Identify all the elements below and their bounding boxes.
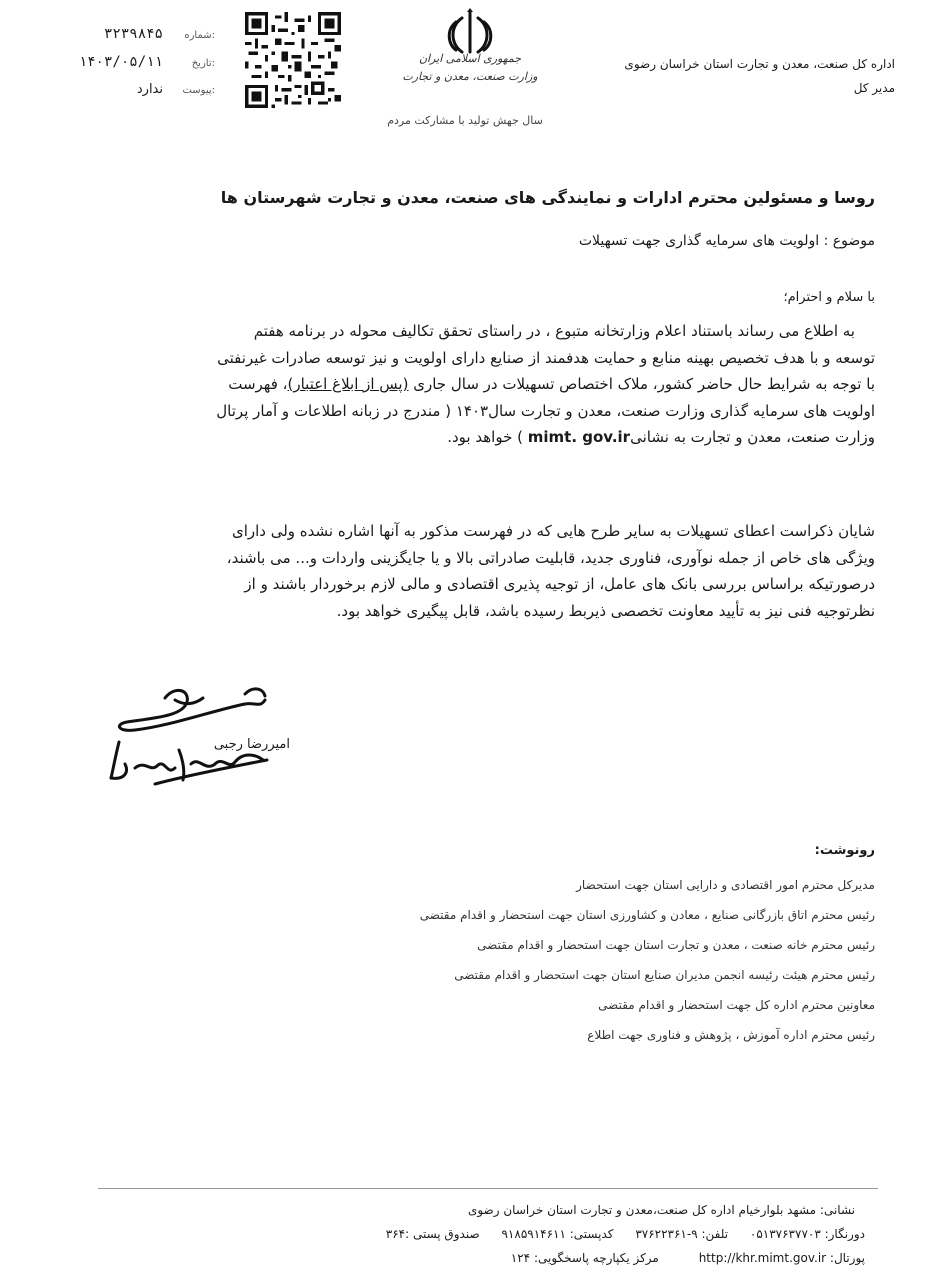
cc-item: رئیس محترم اداره آموزش ، پژوهش و فناوری جهت اطلاع — [587, 1028, 875, 1042]
paragraph-line: اولویت های سرمایه گذاری وزارت صنعت، معدن و تجارت سال۱۴۰۳ ( مندرج در زبانه اطلاعات و آمار پرتال — [216, 401, 875, 420]
letter-date: ۱۴۰۳/۰۵/۱۱ — [78, 54, 163, 70]
paragraph-line: توسعه و با هدف تخصیص بهینه منابع و حمایت هدفمند از صنایع دارای اولویت و نیز توسعه صادرات غیرنفتی — [217, 348, 875, 367]
letter-attachment-label: پیوست: — [182, 85, 215, 96]
organization-name: اداره کل صنعت، معدن و تجارت استان خراسان رضوی — [624, 57, 895, 71]
underlined-note: (پس از ابلاغ اعتبار) — [287, 375, 409, 393]
paragraph-text: ، فهرست — [228, 375, 288, 393]
footer-address: نشانی: مشهد بلوارخیام اداره کل صنعت،معدن و تجارت استان خراسان رضوی — [467, 1203, 855, 1217]
year-motto: سال جهش تولید با مشارکت مردم — [387, 114, 543, 127]
footer-call-center: مرکز یکپارچه پاسخگویی: ۱۲۴ — [510, 1251, 659, 1265]
cc-item: معاونین محترم اداره کل جهت استحضار و اقدام مقتضی — [598, 998, 875, 1012]
body-paragraph-2 — [65, 518, 875, 624]
handwritten-signature — [95, 680, 285, 790]
letter-attachment-row — [55, 82, 215, 110]
footer-divider — [98, 1188, 878, 1189]
organization-role: مدیر کل — [853, 81, 895, 95]
paragraph-line: ویژگی های خاص از جمله نوآوری، فناوری جدید، قابلیت صادراتی بالا و یا جایگزینی واردات و... می باشند، — [226, 548, 875, 567]
footer-fax: دورنگار: ۰۵۱۳۷۶۳۷۷۰۳ — [749, 1227, 865, 1241]
cc-title: رونوشت: — [814, 843, 875, 858]
cc-item: رئیس محترم خانه صنعت ، معدن و تجارت استان جهت استحضار و اقدام مقتضی — [477, 938, 875, 952]
letter-number-row — [55, 26, 215, 54]
footer-web-row — [85, 1246, 865, 1270]
footer — [85, 1198, 865, 1270]
cc-item: مدیرکل محترم امور اقتصادی و دارایی استان جهت استحضار — [576, 878, 875, 892]
letter-date-row — [55, 54, 215, 82]
cc-list — [55, 870, 875, 1050]
paragraph-line — [65, 371, 875, 398]
signer-name: امیررضا رجبی — [213, 737, 290, 752]
letter-number: ۳۲۳۹۸۴۵ — [103, 26, 163, 42]
paragraph-text: با توجه به شرایط حال حاضر کشور، ملاک اختصاص تسهیلات در سال جاری — [413, 375, 875, 393]
footer-postal-code: کدپستی: ۹۱۸۵۹۱۴۶۱۱ — [501, 1227, 614, 1241]
letter-date-label: تاریخ: — [191, 58, 215, 69]
paragraph-line: به اطلاع می رساند باستناد اعلام وزارتخانه متبوع ، در راستای تحقق تکالیف محوله در برنامه هفتم — [253, 322, 855, 340]
cc-item: رئیس محترم هیئت رئیسه انجمن مدیران صنایع استان جهت استحضار و اقدام مقتضی — [454, 968, 875, 982]
greeting: با سلام و احترام؛ — [783, 290, 875, 305]
recipient: روسا و مسئولین محترم ادارات و نمایندگی های صنعت، معدن و تجارت شهرستان ها — [220, 188, 875, 207]
paragraph-line: شایان ذکراست اعطای تسهیلات به سایر طرح هایی که در فهرست مذکور به آنها اشاره نشده ولی دارای — [231, 522, 875, 540]
ministry-logotype-line2: وزارت صنعت، معدن و تجارت — [402, 70, 538, 83]
ministry-logotype — [385, 50, 555, 86]
paragraph-line — [65, 424, 875, 451]
paragraph-line: نظرتوجیه فنی نیز به تأیید معاونت تخصصی ذیربط رسیده باشد، قابل پیگیری خواهد بود. — [336, 601, 875, 620]
footer-portal-link[interactable]: پورتال: http://khr.mimt.gov.ir — [698, 1251, 865, 1265]
organization-heading — [595, 52, 895, 100]
paragraph-text: وزارت صنعت، معدن و تجارت به نشانی — [630, 428, 875, 446]
letter-attachment: ندارد — [136, 82, 163, 97]
paragraph-text: ) خواهد بود. — [447, 428, 523, 446]
letter-number-label: شماره: — [184, 30, 215, 41]
paragraph-line: درصورتیکه براساس بررسی بانک های عامل، از توجیه پذیری اقتصادی و مالی لازم برخوردار باشند و از — [244, 575, 875, 593]
ministry-logotype-line1: جمهوری اسلامی ایران — [418, 52, 522, 65]
letter-meta — [55, 26, 215, 110]
footer-contact-row — [85, 1222, 865, 1246]
body-paragraph-1 — [65, 318, 875, 451]
footer-phone: تلفن: ۹-۳۷۶۲۲۳۶۱ — [635, 1227, 729, 1241]
cc-item: رئیس محترم اتاق بازرگانی صنایع ، معادن و کشاورزی استان جهت استحضار و اقدام مقتضی — [419, 908, 875, 922]
qr-code-icon — [245, 12, 341, 108]
footer-po-box: صندوق پستی :۳۶۴ — [385, 1227, 480, 1241]
website-link[interactable]: mimt. gov.ir — [527, 428, 631, 446]
letter-subject: موضوع : اولویت های سرمایه گذاری جهت تسهیلات — [578, 233, 875, 249]
